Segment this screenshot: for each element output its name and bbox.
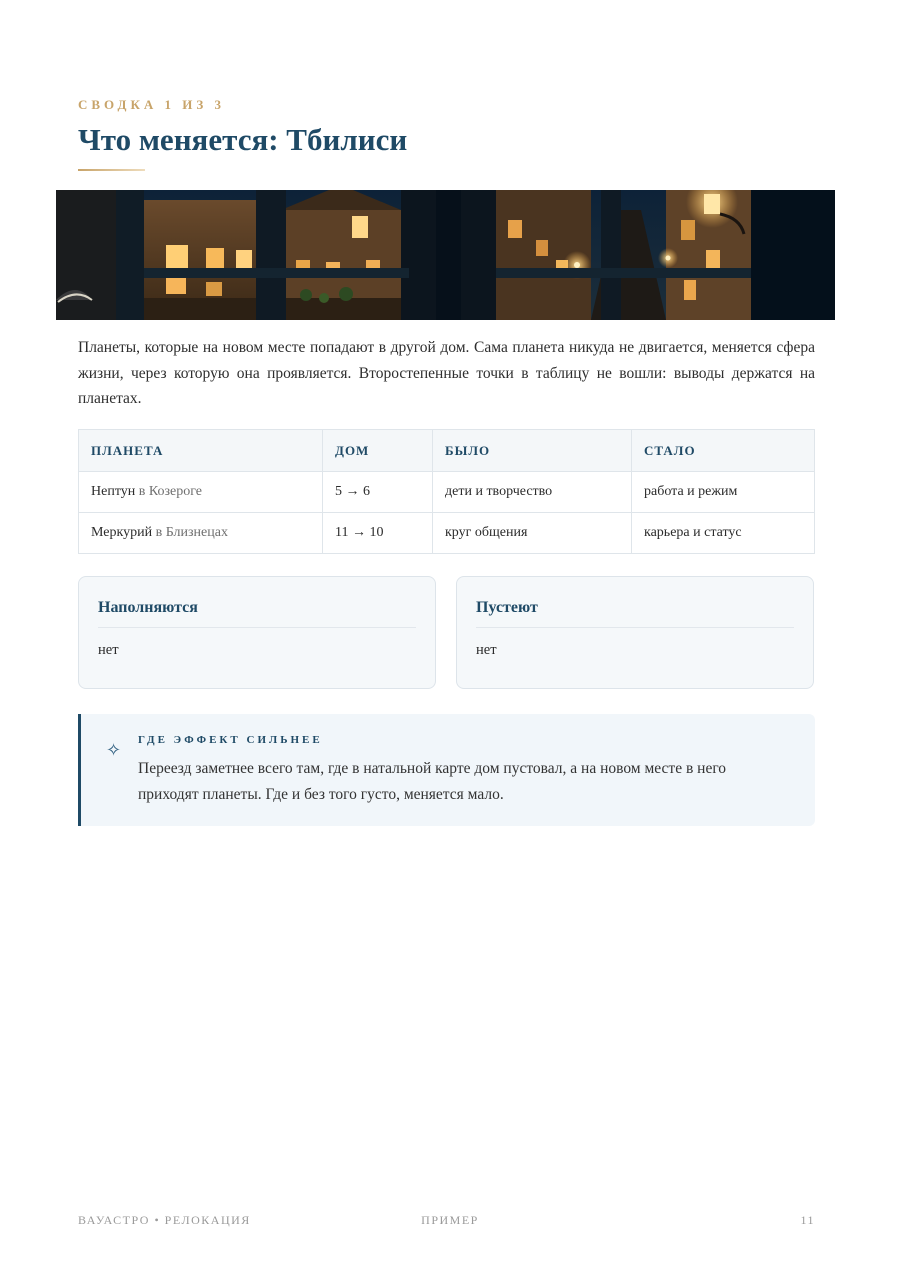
card-value: нет: [476, 642, 497, 658]
cell-planet: [79, 513, 323, 554]
insight-callout: [78, 714, 815, 826]
card-title: Пустеют: [476, 599, 794, 628]
column-header-house: ДОМ: [323, 430, 433, 472]
cell-house: 5 → 6: [323, 472, 433, 513]
page-title: Что меняется: Тбилиси: [78, 122, 408, 157]
cell-house: 11 → 10: [323, 513, 433, 554]
planet-name: Меркурий: [91, 525, 153, 540]
cell-now: работа и режим: [632, 472, 815, 513]
planet-name: Нептун: [91, 484, 136, 499]
card-value: нет: [98, 642, 119, 658]
section-eyebrow: СВОДКА 1 ИЗ 3: [78, 97, 226, 112]
title-underline: [78, 169, 145, 171]
column-header-planet: ПЛАНЕТА: [79, 430, 323, 472]
callout-label: ГДЕ ЭФФЕКТ СИЛЬНЕЕ: [138, 734, 323, 746]
footer-brand: ВАУАСТРО • РЕЛОКАЦИЯ: [78, 1213, 251, 1227]
filling-houses-card: [78, 576, 436, 689]
planet-sign: в Козероге: [138, 484, 203, 499]
column-header-now: СТАЛО: [632, 430, 815, 472]
cell-was: дети и творчество: [433, 472, 632, 513]
callout-text: Переезд заметнее всего там, где в натальной карте дом пустовал, а на новом месте в него приходят планеты. Где и без того густо, меняется мало.: [138, 760, 727, 803]
cell-now: карьера и статус: [632, 513, 815, 554]
sparkle-icon: ✧: [106, 740, 122, 761]
planet-moves-table: [78, 429, 815, 554]
emptying-houses-card: [456, 576, 814, 689]
planet-sign: в Близнецах: [155, 525, 228, 540]
table-row: [79, 472, 815, 513]
house-summary-cards: [78, 576, 815, 691]
cell-planet: [79, 472, 323, 513]
intro-paragraph: Планеты, которые на новом месте попадают в другой дом. Сама планета никуда не двигается, меняется сфера жизни, через которую она проявляется. Второстепенные точки в таблицу не вошли: выводы держатся на планетах.: [78, 339, 815, 407]
cell-was: круг общения: [433, 513, 632, 554]
page-number: 11: [800, 1213, 815, 1227]
footer-center-label: ПРИМЕР: [421, 1213, 479, 1227]
hero-image-night-street-through-window: [56, 190, 835, 320]
card-title: Наполняются: [98, 599, 416, 628]
table-row: [79, 513, 815, 554]
column-header-was: БЫЛО: [433, 430, 632, 472]
table-header-row: [79, 430, 815, 472]
